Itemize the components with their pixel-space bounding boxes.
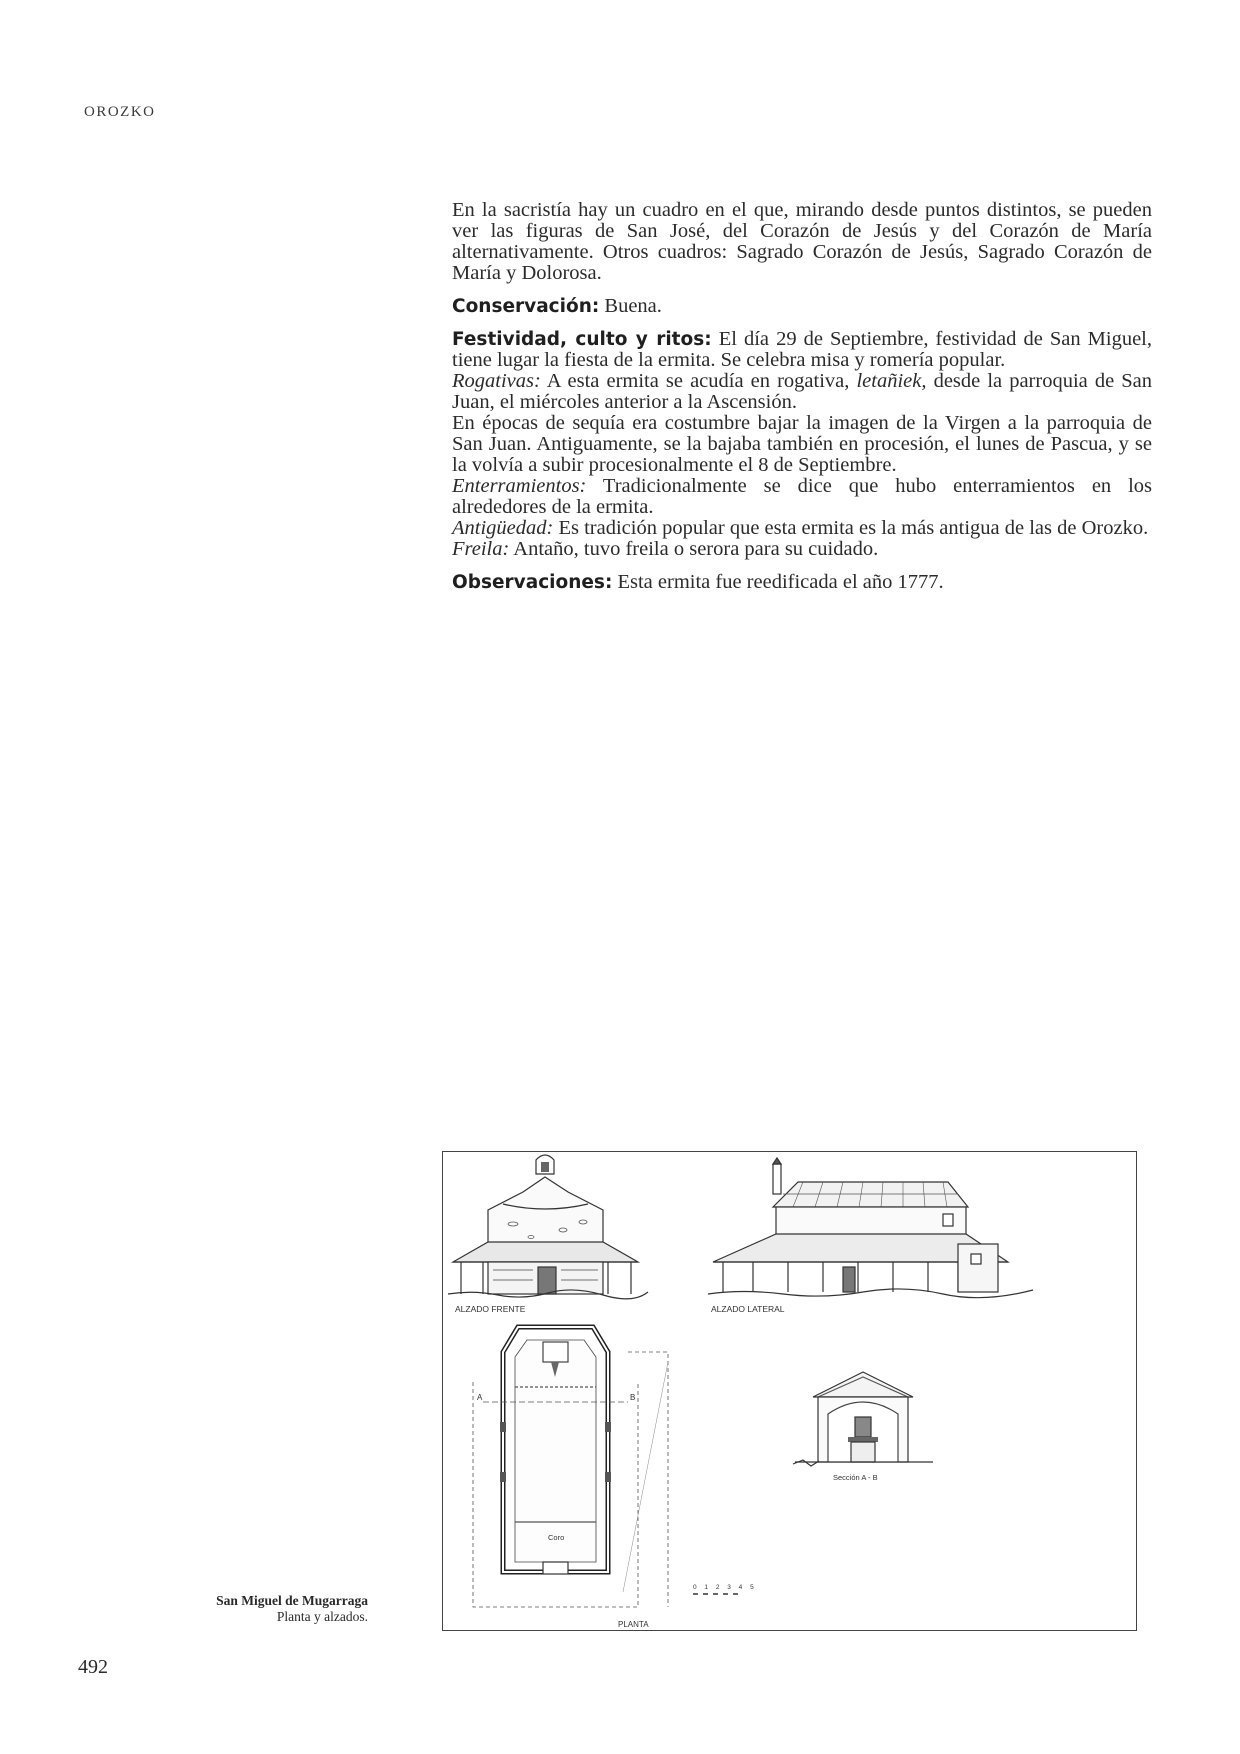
paragraph-enterramientos: [452, 476, 1152, 518]
label-enterramientos: Enterramientos:: [452, 475, 587, 497]
text-observaciones: Esta ermita fue reedificada el año 1777.: [612, 571, 944, 593]
front-elevation: [448, 1155, 648, 1299]
term-letaniek: letañiek,: [856, 370, 927, 392]
figure-caption: [216, 1593, 368, 1625]
architectural-drawing: [442, 1151, 1137, 1631]
label-festividad: Festividad, culto y ritos:: [452, 329, 712, 350]
text-conservacion: Buena.: [599, 295, 662, 317]
section-ab: [793, 1372, 933, 1482]
label-conservacion: Conservación:: [452, 296, 600, 317]
label-coro: Coro: [548, 1533, 565, 1542]
text-enterramientos: Tradicionalmente se dice que hubo enterramientos en los alrededores de la ermita.: [452, 475, 1152, 518]
floor-plan: [473, 1327, 668, 1629]
paragraph-festividad: [452, 329, 1152, 371]
text-antiguedad: Es tradición popular que esta ermita es la más antigua de las de Orozko.: [553, 517, 1149, 539]
label-plan-a: A: [477, 1393, 483, 1402]
label-alzado-lateral: ALZADO LATERAL: [711, 1304, 785, 1314]
running-head: OROZKO: [84, 104, 156, 120]
label-alzado-frente: ALZADO FRENTE: [455, 1304, 526, 1314]
paragraph-antiguedad: [452, 518, 1152, 539]
paragraph-observaciones: [452, 572, 1152, 593]
label-observaciones: Observaciones:: [452, 572, 613, 593]
label-seccion: Sección A - B: [833, 1473, 878, 1482]
text-freila: Antaño, tuvo freila o serora para su cuidado.: [509, 538, 879, 560]
caption-title: San Miguel de Mugarraga: [216, 1593, 368, 1608]
text-rogativas-b: desde la parroquia de San Juan, el miércoles anterior a la Ascensión.: [452, 370, 1153, 413]
text-sacristia: En la sacristía hay un cuadro en el que, mirando desde puntos distintos, se pueden ver las figuras de San José, del Corazón de Jesús y del Corazón de María alternativamente. Otros cuadros: Sagrado Corazón de Jesús, Sagrado Corazón de María y Dolorosa.: [452, 199, 1152, 284]
paragraph-rogativas: [452, 371, 1152, 413]
scale-numbers: 0 1 2 3 4 5: [693, 1584, 757, 1591]
label-freila: Freila:: [452, 538, 510, 560]
paragraph-sequia: [452, 413, 1152, 476]
scale-bar: [693, 1584, 757, 1594]
side-elevation: [708, 1158, 1033, 1298]
label-rogativas: Rogativas:: [452, 370, 541, 392]
text-rogativas-a: A esta ermita se acudía en rogativa,: [540, 370, 857, 392]
text-sequia: En épocas de sequía era costumbre bajar la imagen de la Virgen a la parroquia de San Juan. Antiguamente, se la bajaba también en procesión, el lunes de Pascua, y se la volvía a subir procesionalmente el 8 de Septiembre.: [452, 412, 1152, 476]
label-planta: PLANTA: [618, 1620, 649, 1629]
label-antiguedad: Antigüedad:: [452, 517, 554, 539]
label-plan-b: B: [630, 1393, 636, 1402]
paragraph-conservacion: [452, 296, 1152, 317]
paragraph-sacristia: [452, 200, 1152, 284]
text-festividad: El día 29 de Septiembre, festividad de San Miguel, tiene lugar la fiesta de la ermita. Se celebra misa y romería popular.: [452, 328, 1152, 371]
caption-subtitle: Planta y alzados.: [276, 1609, 368, 1624]
body-text: [452, 200, 1152, 593]
page-number: 492: [78, 1656, 108, 1678]
paragraph-freila: [452, 539, 1152, 560]
